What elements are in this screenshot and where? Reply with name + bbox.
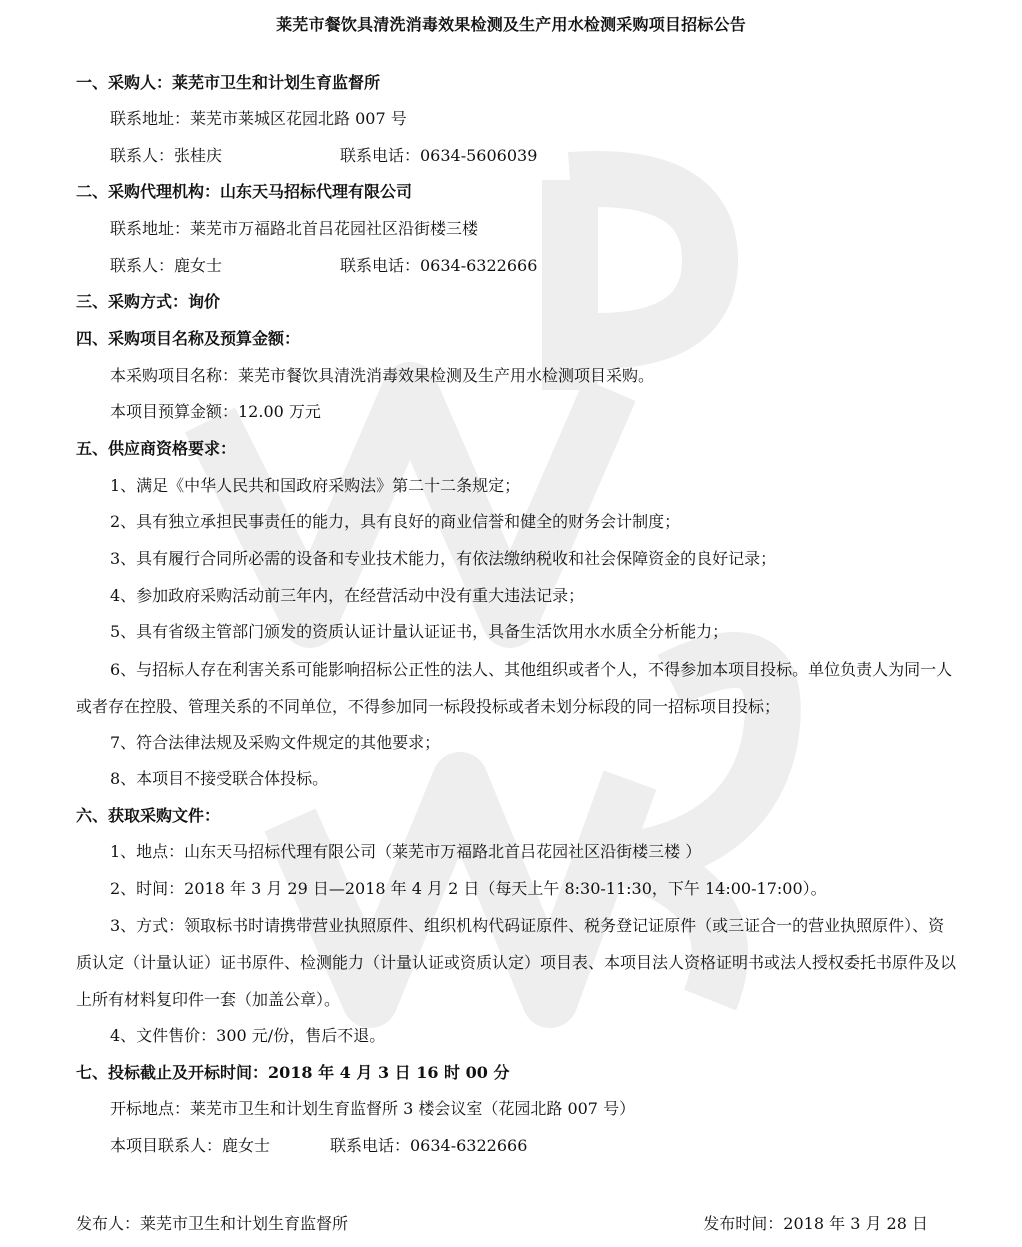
section-qualifications-heading: 五、供应商资格要求： [76, 439, 237, 458]
opening-phone: 联系电话：0634-6322666 [330, 1136, 528, 1155]
section-opening-heading: 七、投标截止及开标时间：2018 年 4 月 3 日 16 时 00 分 [76, 1063, 510, 1082]
qualification-item: 6、与招标人存在利害关系可能影响招标公正性的法人、其他组织或者个人，不得参加本项目投标。单位负责人为同一人或者存在控股、管理关系的不同单位，不得参加同一标段投标或者未划分标段的同一招标项目投标； [76, 660, 953, 716]
agency-address: 联系地址：莱芜市万福路北首吕花园社区沿街楼三楼 [110, 219, 479, 238]
qualification-item: 3、具有履行合同所必需的设备和专业技术能力，有依法缴纳税收和社会保障资金的良好记录； [110, 549, 777, 568]
opening-contact-row [110, 1135, 528, 1157]
qualification-item: 1、满足《中华人民共和国政府采购法》第二十二条规定； [110, 476, 521, 495]
project-budget: 本项目预算金额：12.00 万元 [110, 402, 321, 421]
qualification-item: 2、具有独立承担民事责任的能力，具有良好的商业信誉和健全的财务会计制度； [110, 512, 681, 531]
purchaser-address: 联系地址：莱芜市莱城区花园北路 007 号 [110, 109, 407, 128]
section-project-heading: 四、采购项目名称及预算金额： [76, 329, 301, 348]
section-agency-heading: 二、采购代理机构：山东天马招标代理有限公司 [76, 182, 413, 201]
footer-publisher: 发布人：莱芜市卫生和计划生育监督所 [76, 1214, 349, 1233]
documents-item: 4、文件售价：300 元/份，售后不退。 [110, 1026, 386, 1045]
agency-phone: 联系电话：0634-6322666 [340, 256, 538, 275]
purchaser-contact: 联系人：张桂庆 [110, 146, 223, 165]
agency-contact-row [110, 255, 538, 277]
qualification-item: 5、具有省级主管部门颁发的资质认证计量认证证书，具备生活饮用水水质全分析能力； [110, 622, 729, 641]
project-name: 本采购项目名称：莱芜市餐饮具清洗消毒效果检测及生产用水检测项目采购。 [110, 366, 655, 385]
documents-item: 2、时间：2018 年 3 月 29 日—2018 年 4 月 2 日（每天上午 8:30-11:30，下午 14:00-17:00）。 [110, 879, 827, 898]
opening-contact: 本项目联系人：鹿女士 [110, 1136, 271, 1155]
footer-date: 发布时间：2018 年 3 月 28 日 [703, 1214, 928, 1233]
opening-location: 开标地点：莱芜市卫生和计划生育监督所 3 楼会议室（花园北路 007 号） [110, 1099, 636, 1118]
section-documents-heading: 六、获取采购文件： [76, 806, 221, 825]
qualification-item: 4、参加政府采购活动前三年内，在经营活动中没有重大违法记录； [110, 586, 585, 605]
qualification-item: 7、符合法律法规及采购文件规定的其他要求； [110, 733, 441, 752]
qualification-item: 8、本项目不接受联合体投标。 [110, 769, 329, 788]
purchaser-contact-row [110, 145, 538, 167]
purchaser-phone: 联系电话：0634-5606039 [340, 146, 538, 165]
section-purchaser-heading: 一、采购人：莱芜市卫生和计划生育监督所 [76, 73, 381, 92]
documents-item: 1、地点：山东天马招标代理有限公司（莱芜市万福路北首吕花园社区沿街楼三楼 ） [110, 842, 702, 861]
documents-item: 3、方式：领取标书时请携带营业执照原件、组织机构代码证原件、税务登记证原件（或三证合一的营业执照原件）、资质认定（计量认证）证书原件、检测能力（计量认证或资质认定）项目表、本项目法人资格证明书或法人授权委托书原件及以上所有材料复印件一套（加盖公章）。 [76, 916, 957, 1009]
section-method-heading: 三、采购方式：询价 [76, 292, 221, 311]
agency-contact: 联系人：鹿女士 [110, 256, 223, 275]
page-title: 莱芜市餐饮具清洗消毒效果检测及生产用水检测采购项目招标公告 [276, 15, 746, 34]
